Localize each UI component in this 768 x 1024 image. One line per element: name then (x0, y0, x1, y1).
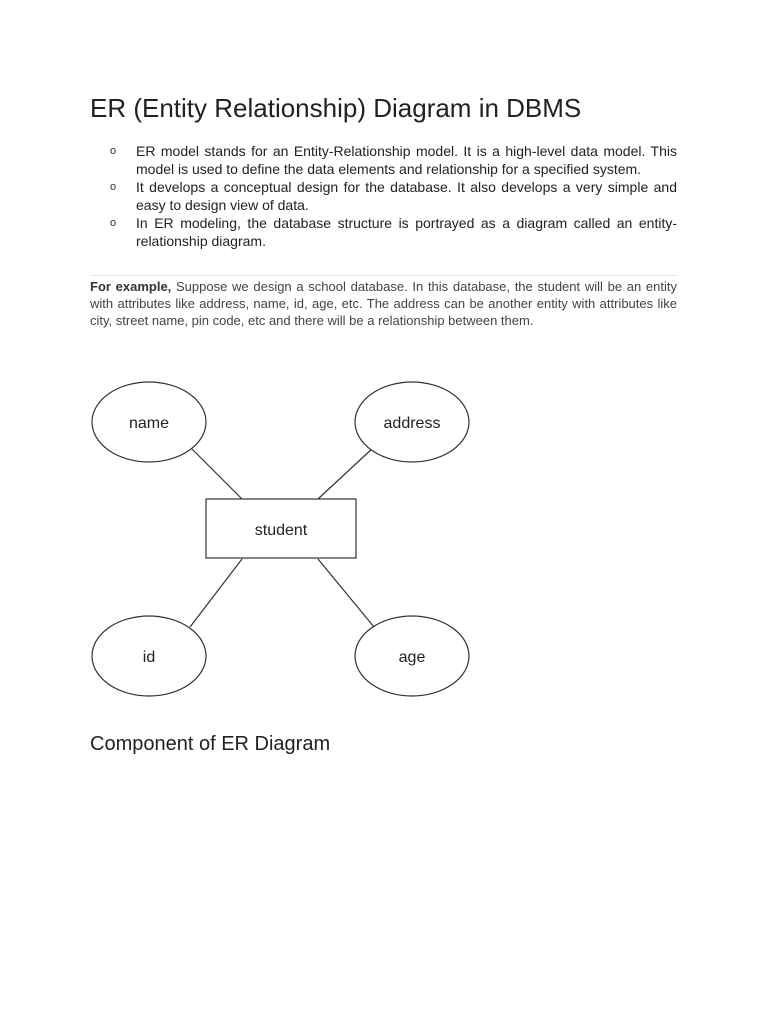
example-text: Suppose we design a school database. In this database, the student will be an entity with attributes like address, name, id, age, etc. The address can be another entity with attributes like city, street name, pin code, etc and there will be a relationship between them. (90, 279, 677, 328)
list-item (110, 178, 677, 214)
attribute-label-name: name (128, 415, 170, 432)
list-item (110, 142, 677, 178)
bullet-list (110, 142, 677, 250)
connector-name-student (190, 447, 242, 499)
connector-id-student (190, 559, 242, 627)
list-item-text: In ER modeling, the database structure is portrayed as a diagram called an entity-relationship diagram. (136, 215, 677, 249)
connector-age-student (318, 559, 374, 627)
example-lead: For example, (90, 279, 172, 294)
attribute-label-age: age (398, 649, 426, 666)
attribute-label-address: address (383, 415, 441, 432)
entity-label-student: student (254, 522, 308, 539)
list-item-text: ER model stands for an Entity-Relationship model. It is a high-level data model. This model is used to define the data elements and relationship for a specified system. (136, 143, 677, 177)
bullet-marker: o (110, 181, 117, 193)
list-item-text: It develops a conceptual design for the database. It also develops a very simple and easy to design view of data. (136, 179, 677, 213)
example-paragraph (90, 275, 677, 329)
attribute-label-id: id (142, 649, 156, 666)
page-title: ER (Entity Relationship) Diagram in DBMS (90, 93, 582, 123)
list-item (110, 214, 677, 250)
bullet-marker: o (110, 217, 117, 229)
er-diagram (85, 375, 485, 705)
section-heading: Component of ER Diagram (90, 733, 331, 755)
connector-address-student (318, 447, 374, 499)
bullet-marker: o (110, 145, 117, 157)
